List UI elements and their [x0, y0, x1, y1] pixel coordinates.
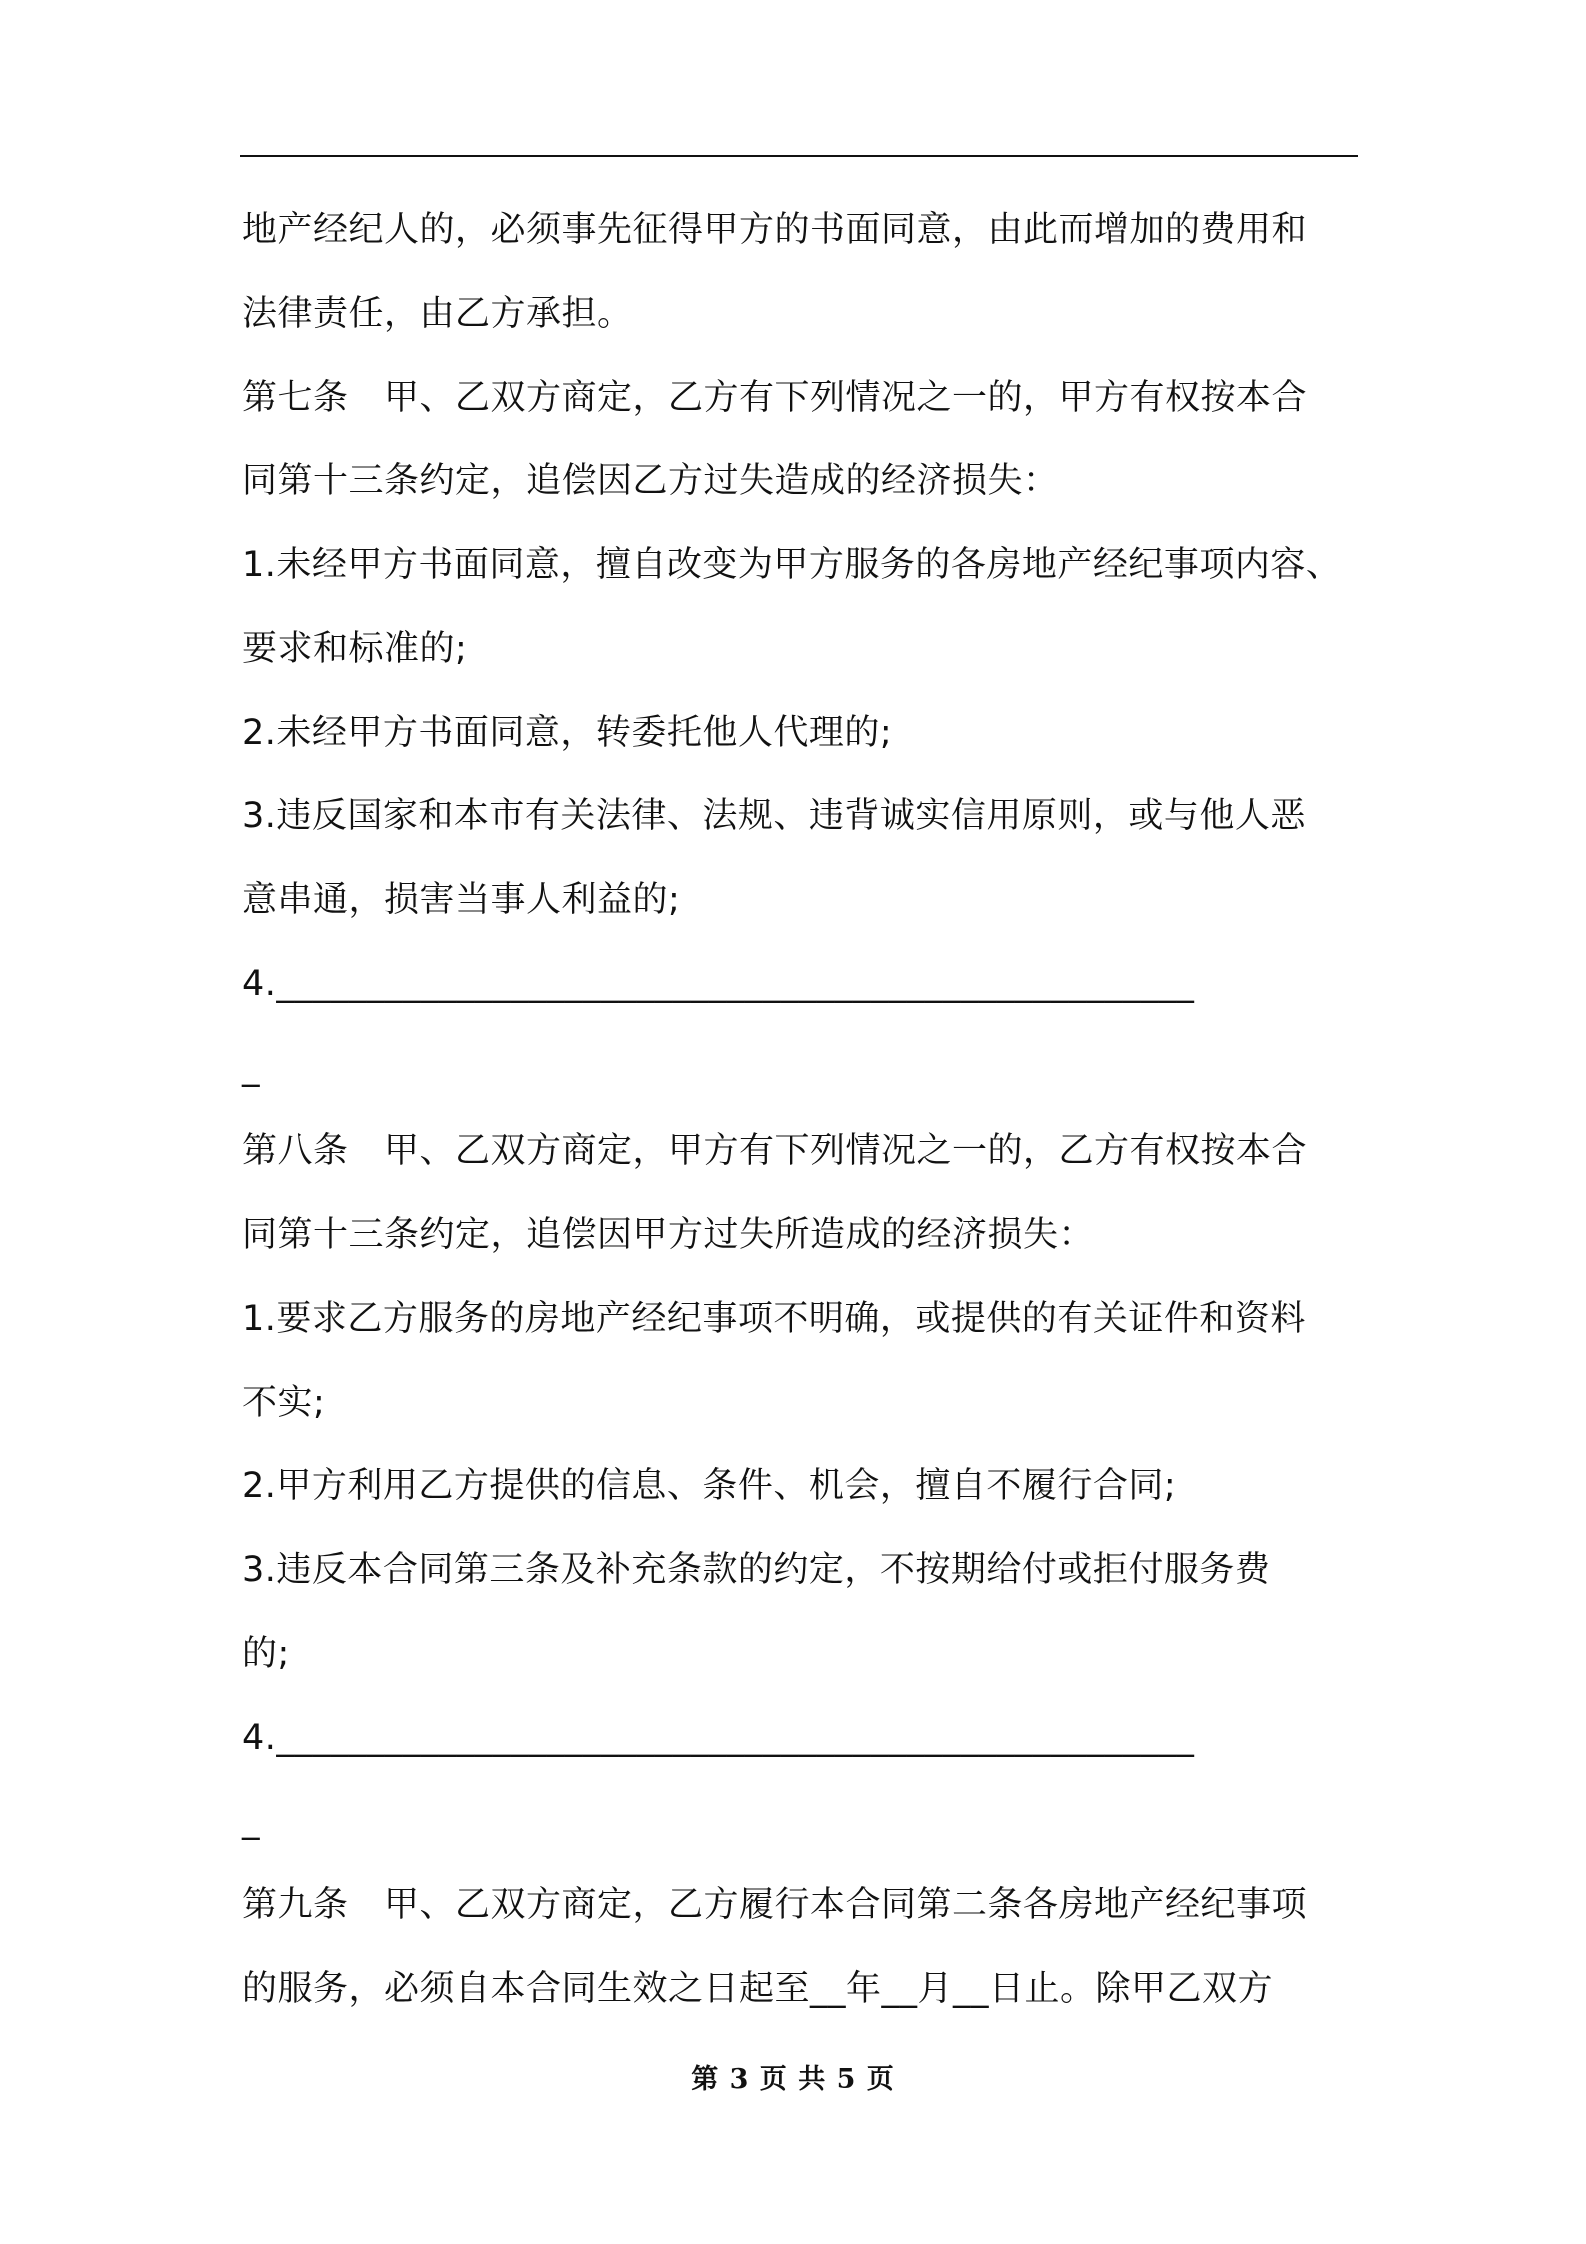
list-item: 2.未经甲方书面同意，转委托他人代理的; [242, 712, 893, 753]
list-item: 1.要求乙方服务的房地产经纪事项不明确，或提供的有关证件和资料 [242, 1298, 1306, 1339]
document-body [242, 197, 1372, 2040]
text-line: 要求和标准的; [242, 628, 468, 669]
text-line: 意串通，损害当事人利益的; [242, 880, 681, 920]
blank-fill-continuation: _ [242, 1047, 260, 1088]
article-9-heading-line: 第九条 甲、乙双方商定，乙方履行本合同第二条各房地产经纪事项 [242, 1885, 1308, 1925]
header-rule [240, 155, 1358, 157]
list-item: 3.违反本合同第三条及补充条款的约定，不按期给付或拒付服务费 [242, 1550, 1271, 1590]
text-line: 法律责任，由乙方承担。 [242, 293, 633, 334]
list-item: 3.违反国家和本市有关法律、法规、违背诚实信用原则，或与他人恶 [242, 796, 1306, 837]
page-number: 第 3 页 共 5 页 [691, 2064, 895, 2095]
text-line: 地产经纪人的，必须事先征得甲方的书面同意，由此而增加的费用和 [242, 210, 1308, 250]
blank-fill-line: 4.___________________________________________________ [242, 1717, 1195, 1758]
list-item: 1.未经甲方书面同意，擅自改变为甲方服务的各房地产经纪事项内容、 [242, 545, 1342, 585]
text-line: 同第十三条约定，追偿因乙方过失造成的经济损失： [242, 461, 1059, 502]
blank-fill-line: 4.___________________________________________________ [242, 963, 1195, 1004]
blank-fill-continuation: _ [242, 1801, 260, 1842]
text-line: 的服务，必须自本合同生效之日起至__年__月__日止。除甲乙双方 [242, 1968, 1274, 2009]
text-line: 的; [242, 1633, 290, 1674]
article-7-heading-line: 第七条 甲、乙双方商定，乙方有下列情况之一的，甲方有权按本合 [242, 377, 1308, 418]
article-8-heading-line: 第八条 甲、乙双方商定，甲方有下列情况之一的，乙方有权按本合 [242, 1131, 1308, 1172]
text-line: 不实; [242, 1382, 326, 1423]
list-item: 2.甲方利用乙方提供的信息、条件、机会，擅自不履行合同; [242, 1466, 1177, 1507]
text-line: 同第十三条约定，追偿因甲方过失所造成的经济损失： [242, 1215, 1095, 1255]
